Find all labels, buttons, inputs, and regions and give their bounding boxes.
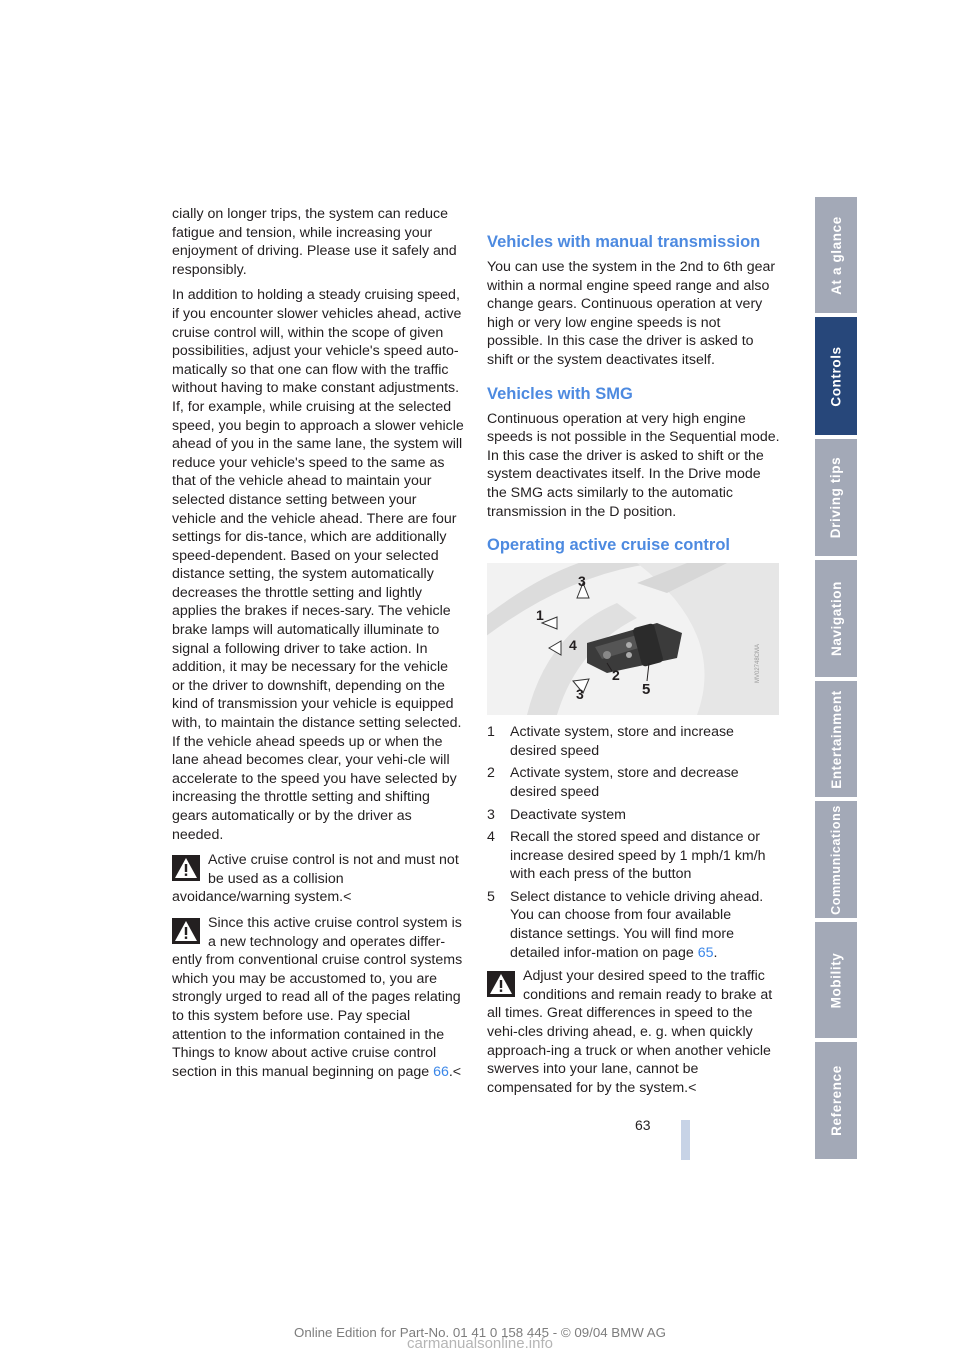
tab-reference[interactable]: Reference: [815, 1042, 857, 1159]
paragraph: cially on longer trips, the system can reduce fatigue and tension, while increasing your enjoyment of driving. Please use it safely and responsibly.: [172, 206, 457, 278]
tab-communications[interactable]: Communications: [815, 801, 857, 918]
figure-label: 1: [536, 607, 544, 624]
list-item: 1 Activate system, store and increase desired speed: [487, 724, 734, 759]
paragraph: Continuous operation at very high engine speeds is not possible in the Sequential mode. In this case the driver is asked to shift or the system deactivates itself. In the Drive mode the SMG acts similarly to the automatic transmission in the D position.: [487, 410, 780, 520]
list-item: 2 Activate system, store and decrease desired speed: [487, 765, 739, 800]
figure-label: 4: [569, 637, 577, 654]
page-link[interactable]: 65: [697, 944, 714, 961]
tab-driving-tips[interactable]: Driving tips: [815, 439, 857, 556]
steps-list: [487, 723, 780, 962]
page-number: 63: [635, 1117, 651, 1133]
tab-navigation[interactable]: Navigation: [815, 560, 857, 677]
list-item: 3 Deactivate system: [487, 806, 626, 823]
page-number-bar: [681, 1120, 690, 1160]
lever-illustration: [487, 563, 779, 715]
chapter-sidebar: [815, 197, 857, 1159]
footer-text: Online Edition for Part-No. 01 41 0 158 445 - © 09/04 BMW AG: [294, 1325, 666, 1340]
right-column: [487, 232, 780, 1104]
warning-note: [172, 851, 464, 907]
figure-label: 3: [578, 573, 586, 590]
warning-text: Adjust your desired speed to the traffic conditions and remain ready to brake at all times. Great differences in speed to the vehi-cles driving ahead, e. g. when quickly approach-ing a truck or when another vehicle swerves into your lane, cannot be compensated for by the system.<: [487, 968, 773, 1096]
figure-code: MV02748CMA: [755, 644, 761, 684]
paragraph: In addition to holding a steady cruising speed, if you encounter slower vehicles ahead, active cruise control will, within the scope of given possibilities, adjust your vehicle's speed auto-matically so that one can flow with the traffic without having to make constant adjustments. If, for example, while cruising at the selected speed, you begin to approach a slower vehicle ahead of you in the same lane, the system will reduce your vehicle's speed to the same as that of the vehicle ahead to maintain your selected distance setting between your vehicle and the vehicle ahead. There are four settings for dis-tance, which are additionally speed-dependent. Based on your selected distance setting, the system automatically decreases the throttle setting and lightly applies the brakes if neces-sary. The vehicle brake lamps will automatically illuminate to signal a following driver to take action. In addition, it may be necessary for the vehicle or the driver to downshift, depending on the kind of transmission your vehicle is equipped with, to maintain the distance setting selected. If the vehicle ahead speeds up or when the lane ahead becomes clear, your vehi-cle will accelerate to the speed you have selected by increasing the throttle setting and shifting gears automatically or by the driver as needed.: [172, 287, 464, 843]
figure-label: 2: [612, 667, 620, 684]
warning-note: [487, 967, 780, 1097]
list-item: 4 Recall the stored speed and distance or increase desired speed by 1 mph/1 km/h with each press of the button: [487, 829, 766, 883]
section-heading-operating: Operating active cruise control: [487, 536, 730, 555]
page-link[interactable]: 66: [433, 1063, 449, 1080]
tab-mobility[interactable]: Mobility: [815, 922, 857, 1038]
section-heading-smg: Vehicles with SMG: [487, 384, 633, 403]
section-heading-manual: Vehicles with manual transmission: [487, 233, 761, 251]
warning-note: [172, 914, 464, 1081]
cruise-control-lever-figure: [487, 563, 779, 715]
figure-label: 5: [642, 681, 651, 699]
tab-entertainment[interactable]: Entertainment: [815, 681, 857, 797]
warning-end: .<: [448, 1063, 462, 1080]
list-item: 5 Select distance to vehicle driving ahead. You can choose from four available distance settings. You will find more detailed infor-mation on page 65.: [487, 888, 764, 961]
tab-at-a-glance[interactable]: At a glance: [815, 197, 857, 313]
warning-triangle-icon: [172, 918, 200, 944]
tab-controls[interactable]: Controls: [815, 317, 857, 435]
warning-text: Active cruise control is not and must not be used as a collision avoidance/warning system.<: [172, 852, 459, 906]
warning-triangle-icon: [487, 971, 515, 997]
left-column: [172, 205, 464, 1088]
warning-triangle-icon: [172, 855, 200, 881]
warning-text: Since this active cruise control system is a new technology and operates differ-ently from conventional cruise control systems which you may be accustomed to, you are strongly urged to read all of the pages relating to this system before use. Pay special attention to the information contained in the Things to know about active cruise control section in this manual beginning on page: [172, 914, 463, 1080]
paragraph: You can use the system in the 2nd to 6th gear within a normal engine speed range and also change gears. Continuous operation at very high or very low engine speeds is not possible. In this case the driver is asked to shift or the system deactivates itself.: [487, 259, 776, 368]
figure-label: 3: [576, 686, 584, 703]
watermark: carmanualsonline.info: [407, 1335, 553, 1352]
